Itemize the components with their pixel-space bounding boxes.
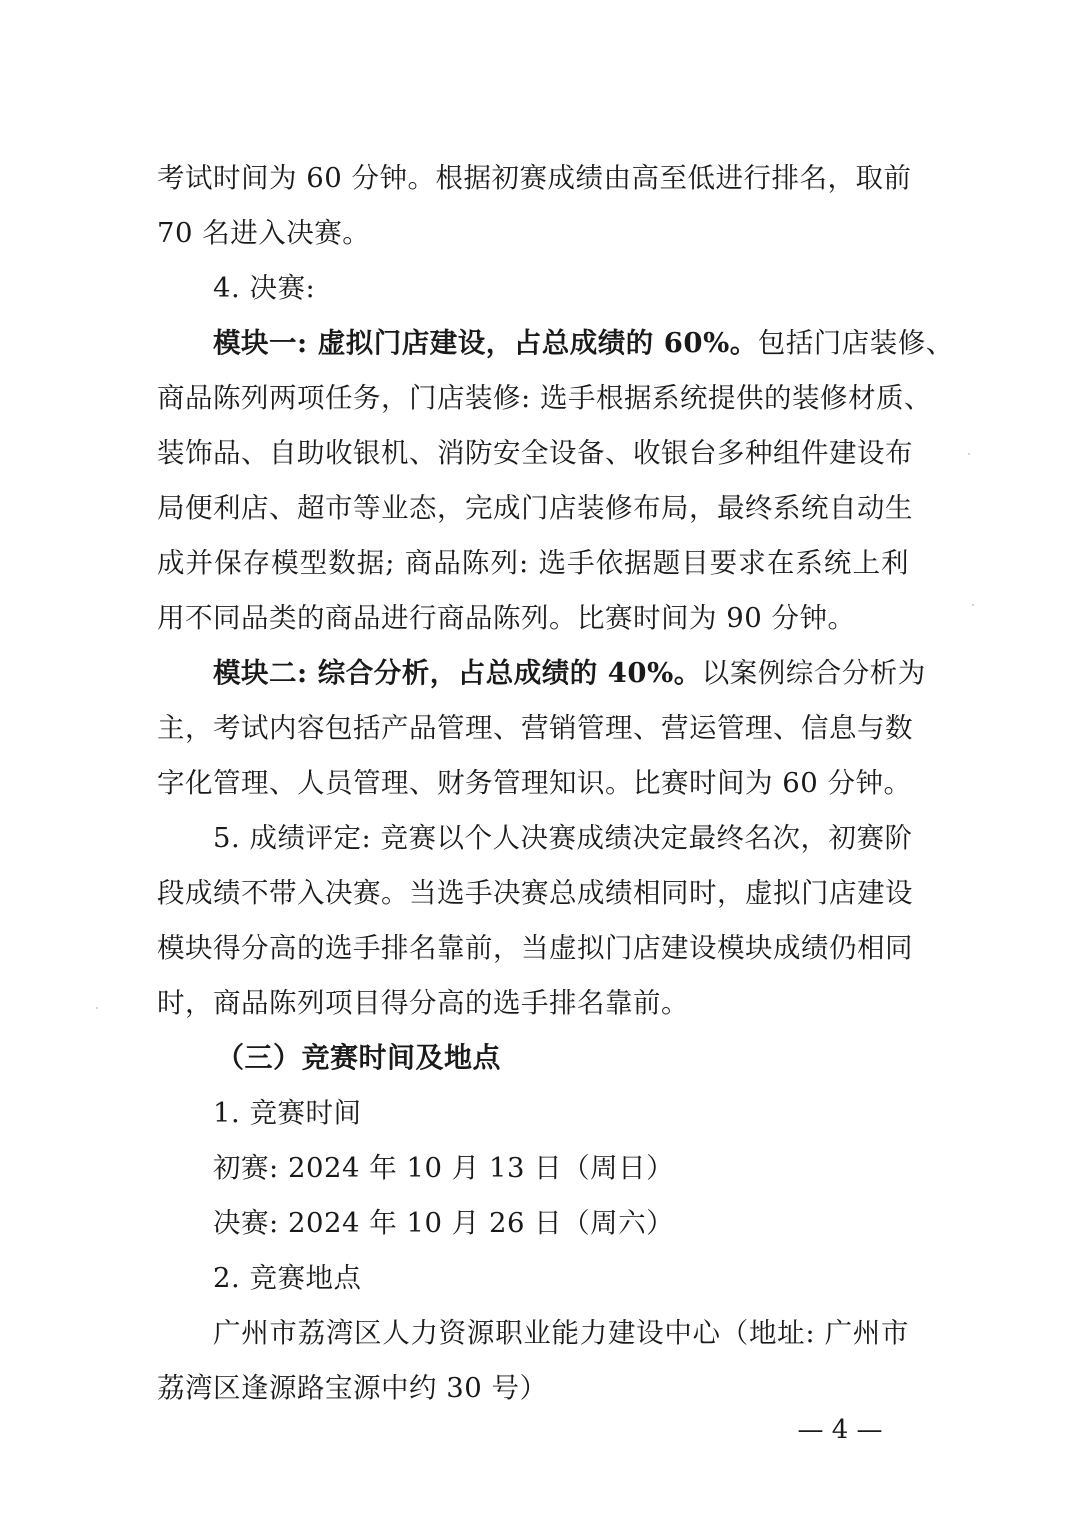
paragraph-line: 局便利店、超市等业态，完成门店装修布局，最终系统自动生 [157,492,913,524]
module2-title: 模块二: 综合分析，占总成绩的 40%。 [213,657,702,689]
paragraph-line: 70 名进入决赛。 [157,217,371,249]
paragraph-line: 字化管理、人员管理、财务管理知识。比赛时间为 60 分钟。 [157,767,912,799]
scan-speck [96,1007,98,1009]
section-heading: （三）竞赛时间及地点 [216,1041,502,1074]
module2-first-line [213,653,926,693]
paragraph-line: 段成绩不带入决赛。当选手决赛总成绩相同时，虚拟门店建设 [157,877,913,909]
scan-speck [968,453,970,455]
final-date: 决赛: 2024 年 10 月 26 日（周六） [213,1207,675,1239]
paragraph-line: 商品陈列两项任务，门店装修: 选手根据系统提供的装修材质、 [157,382,933,414]
venue-heading: 2. 竞赛地点 [213,1262,362,1294]
module1-first-line [213,323,954,363]
paragraph-line: 用不同品类的商品进行商品陈列。比赛时间为 90 分钟。 [157,602,856,634]
paragraph-line: 装饰品、自助收银机、消防安全设备、收银台多种组件建设布 [157,437,913,469]
paragraph-line: 模块得分高的选手排名靠前，当虚拟门店建设模块成绩仍相同 [157,932,913,964]
time-heading: 1. 竞赛时间 [213,1097,362,1129]
preliminary-date: 初赛: 2024 年 10 月 13 日（周日） [213,1152,675,1184]
module1-text: 包括门店装修、 [757,327,954,359]
paragraph-line: 考试时间为 60 分钟。根据初赛成绩由高至低进行排名，取前 [157,162,912,194]
final-heading: 4. 决赛: [213,272,316,304]
paragraph-line: 主，考试内容包括产品管理、营销管理、营运管理、信息与数 [157,712,913,744]
scan-speck [972,604,974,606]
page-number: — 4 — [797,1415,883,1445]
venue-line: 广州市荔湾区人力资源职业能力建设中心（地址: 广州市 [213,1317,909,1349]
paragraph-line: 时，商品陈列项目得分高的选手排名靠前。 [157,987,689,1019]
paragraph-line: 5. 成绩评定: 竞赛以个人决赛成绩决定最终名次，初赛阶 [213,822,913,854]
module1-title: 模块一: 虚拟门店建设，占总成绩的 60%。 [213,327,758,359]
venue-line: 荔湾区逢源路宝源中约 30 号） [157,1372,548,1404]
module2-text: 以案例综合分析为 [701,657,926,689]
paragraph-line: 成并保存模型数据; 商品陈列: 选手依据题目要求在系统上利 [157,547,909,579]
